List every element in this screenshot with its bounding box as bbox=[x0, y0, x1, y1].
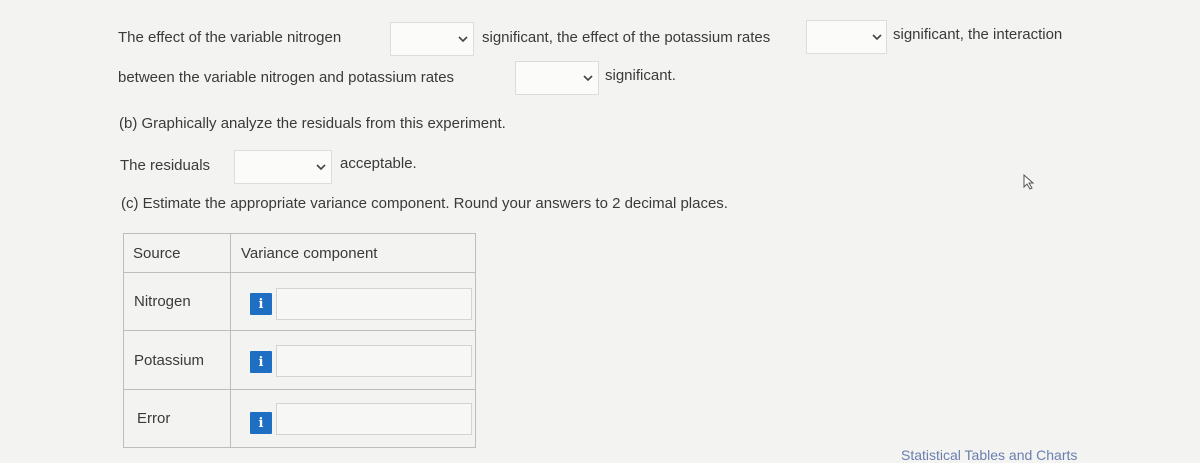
interaction-between-text: between the variable nitrogen and potassium rates bbox=[118, 69, 455, 86]
interaction-significant-text: significant. bbox=[605, 67, 676, 84]
table-row bbox=[124, 273, 476, 331]
interaction-significance-dropdown[interactable] bbox=[515, 61, 599, 95]
statistical-tables-link[interactable]: Statistical Tables and Charts bbox=[901, 447, 1078, 463]
source-column-header: Source bbox=[124, 234, 231, 273]
chevron-down-icon bbox=[582, 72, 594, 84]
nitrogen-significance-dropdown[interactable] bbox=[390, 22, 474, 56]
error-variance-input[interactable] bbox=[276, 403, 472, 435]
info-icon[interactable]: i bbox=[250, 293, 272, 315]
residuals-text: The residuals bbox=[120, 157, 211, 174]
chevron-down-icon bbox=[871, 31, 883, 43]
row-source-error: Error bbox=[124, 390, 231, 448]
nitrogen-variance-input[interactable] bbox=[276, 288, 472, 320]
info-icon[interactable]: i bbox=[250, 412, 272, 434]
potassium-effect-text: significant, the effect of the potassium rates bbox=[482, 29, 771, 46]
potassium-value-cell bbox=[231, 331, 476, 390]
chevron-down-icon bbox=[457, 33, 469, 45]
variance-component-column-header: Variance component bbox=[231, 234, 476, 273]
table-row bbox=[124, 390, 476, 448]
part-b-heading: (b) Graphically analyze the residuals from this experiment. bbox=[119, 115, 506, 132]
row-source-potassium: Potassium bbox=[124, 331, 231, 390]
part-c-heading: (c) Estimate the appropriate variance component. Round your answers to 2 decimal places. bbox=[121, 195, 728, 212]
mouse-cursor-icon bbox=[1022, 174, 1036, 195]
residuals-acceptable-dropdown[interactable] bbox=[234, 150, 332, 184]
potassium-significance-dropdown[interactable] bbox=[806, 20, 887, 54]
interaction-text: significant, the interaction bbox=[893, 26, 1063, 43]
info-icon[interactable]: i bbox=[250, 351, 272, 373]
residuals-acceptable-text: acceptable. bbox=[340, 155, 417, 172]
error-value-cell bbox=[231, 390, 476, 448]
table-header-row bbox=[124, 234, 476, 273]
table-row bbox=[124, 331, 476, 390]
chevron-down-icon bbox=[315, 161, 327, 173]
variance-component-table bbox=[123, 233, 476, 448]
nitrogen-effect-text: The effect of the variable nitrogen bbox=[118, 29, 342, 46]
row-source-nitrogen: Nitrogen bbox=[124, 273, 231, 331]
potassium-variance-input[interactable] bbox=[276, 345, 472, 377]
nitrogen-value-cell bbox=[231, 273, 476, 331]
